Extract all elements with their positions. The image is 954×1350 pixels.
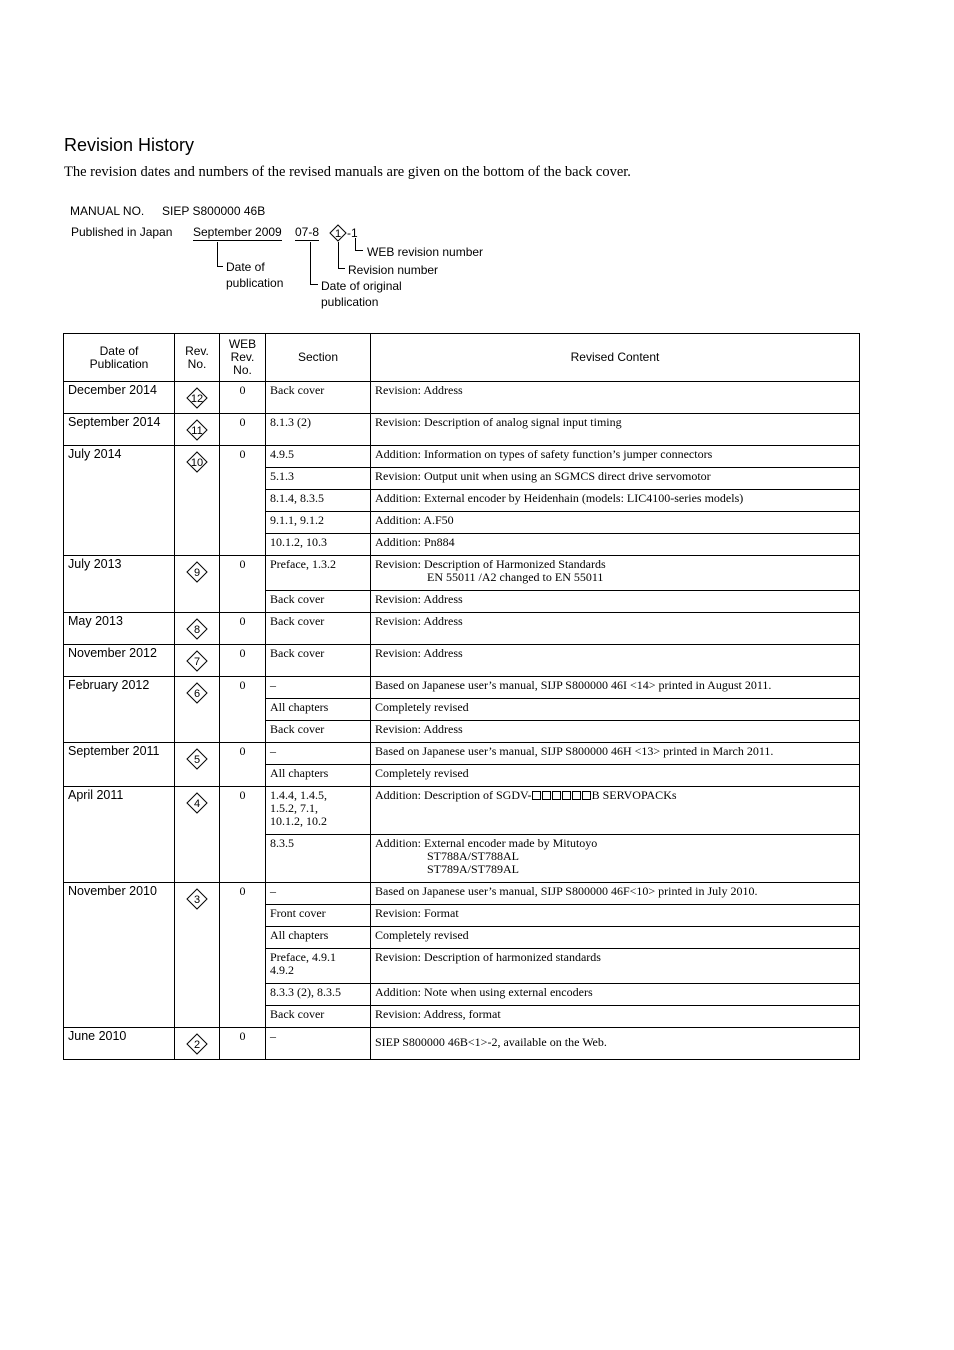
content-cell: Addition: Pn884 (371, 534, 860, 556)
section-cell: 5.1.3 (266, 468, 371, 490)
section-cell: 8.3.5 (266, 835, 371, 883)
section-cell: Preface, 1.3.2 (266, 556, 371, 591)
legend-rev-number: 1 (334, 228, 342, 240)
date-cell: June 2010 (64, 1028, 175, 1060)
table-row (64, 1028, 860, 1060)
rev-number-label: Revision number (348, 263, 439, 277)
table-row (64, 556, 860, 591)
manual-no-value: SIEP S800000 46B (162, 204, 266, 218)
section-cell: Back cover (266, 721, 371, 743)
date-cell: September 2014 (64, 414, 175, 446)
table-row (64, 446, 860, 468)
table-row (64, 613, 860, 645)
revision-table (63, 333, 860, 1060)
content-cell: Revision: Description of Harmonized Standards EN 55011 /A2 changed to EN 55011 (371, 556, 860, 591)
revision-diamond-icon (186, 888, 208, 910)
svg-text:7: 7 (193, 656, 201, 668)
svg-text:5: 5 (193, 754, 201, 766)
web-rev-cell: 0 (220, 382, 266, 414)
content-cell: Revision: Format (371, 905, 860, 927)
section-cell: Back cover (266, 591, 371, 613)
pub-date: September 2009 (193, 225, 282, 239)
section-cell: 9.1.1, 9.1.2 (266, 512, 371, 534)
content-cell: Based on Japanese user’s manual, SIJP S800000 46H <13> printed in March 2011. (371, 743, 860, 765)
table-row (64, 677, 860, 699)
revision-diamond-icon (186, 387, 208, 409)
content-cell: Revision: Description of analog signal input timing (371, 414, 860, 446)
section-cell: All chapters (266, 765, 371, 787)
section-cell: 1.4.4, 1.4.5, 1.5.2, 7.1, 10.1.2, 10.2 (266, 787, 371, 835)
svg-text:8: 8 (193, 624, 201, 636)
content-cell: Addition: Note when using external encoders (371, 984, 860, 1006)
connector-line (310, 242, 311, 284)
col-header-rev: Rev. No. (175, 334, 220, 382)
rev-cell (175, 677, 220, 743)
manual-no-label: MANUAL NO. (70, 204, 145, 218)
date-pub-label: Date of publication (226, 260, 284, 290)
web-rev-label: WEB revision number (367, 245, 484, 259)
revision-diamond-icon (186, 650, 208, 672)
rev-cell (175, 556, 220, 613)
table-row (64, 743, 860, 765)
revision-diamond-icon (186, 682, 208, 704)
section-cell: – (266, 883, 371, 905)
table-row (64, 382, 860, 414)
content-cell: Addition: Description of SGDV- B SERVOPACKs (371, 787, 860, 835)
revision-diamond-icon (186, 561, 208, 583)
connector-line (338, 268, 345, 269)
rev-cell (175, 382, 220, 414)
content-cell: Revision: Description of harmonized standards (371, 949, 860, 984)
connector-line (217, 266, 223, 267)
section-cell: – (266, 743, 371, 765)
section-cell: 8.3.3 (2), 8.3.5 (266, 984, 371, 1006)
web-rev-cell: 0 (220, 787, 266, 883)
section-cell: Front cover (266, 905, 371, 927)
date-cell: November 2012 (64, 645, 175, 677)
rev-cell (175, 613, 220, 645)
section-cell: – (266, 1028, 371, 1060)
content-cell: Completely revised (371, 927, 860, 949)
table-header-row (64, 334, 860, 382)
rev-cell (175, 1028, 220, 1060)
web-rev-cell: 0 (220, 446, 266, 556)
svg-text:4: 4 (193, 798, 201, 810)
orig-date: 07-8 (295, 225, 320, 239)
published-label: Published in Japan (71, 225, 173, 239)
connector-line (310, 284, 318, 285)
section-cell: – (266, 677, 371, 699)
web-rev-cell: 0 (220, 645, 266, 677)
content-cell: Revision: Output unit when using an SGMCS direct drive servomotor (371, 468, 860, 490)
web-rev-cell: 0 (220, 677, 266, 743)
content-cell: Revision: Address, format (371, 1006, 860, 1028)
date-cell: September 2011 (64, 743, 175, 787)
svg-text:12: 12 (190, 393, 204, 405)
content-cell: Addition: Information on types of safety function’s jumper connectors (371, 446, 860, 468)
content-cell: Completely revised (371, 699, 860, 721)
svg-text:10: 10 (190, 457, 204, 469)
col-header-date: Date of Publication (64, 334, 175, 382)
revision-diamond-icon (186, 792, 208, 814)
intro-text: The revision dates and numbers of the revised manuals are given on the bottom of the back cover. (64, 164, 631, 180)
content-cell: Revision: Address (371, 613, 860, 645)
rev-cell (175, 787, 220, 883)
rev-cell (175, 446, 220, 556)
web-rev-cell: 0 (220, 613, 266, 645)
revision-diamond-icon (186, 618, 208, 640)
content-cell: Addition: External encoder made by Mitutoyo ST788A/ST788AL ST789A/ST789AL (371, 835, 860, 883)
date-cell: November 2010 (64, 883, 175, 1028)
content-cell: Based on Japanese user’s manual, SIJP S800000 46F<10> printed in July 2010. (371, 883, 860, 905)
date-cell: February 2012 (64, 677, 175, 743)
web-suffix: -1 (347, 226, 358, 240)
col-header-content: Revised Content (371, 334, 860, 382)
rev-cell (175, 883, 220, 1028)
content-cell: Revision: Address (371, 591, 860, 613)
revision-diamond-icon (186, 748, 208, 770)
date-orig-label: Date of original publication (321, 279, 402, 309)
table-row (64, 414, 860, 446)
date-cell: May 2013 (64, 613, 175, 645)
svg-text:3: 3 (193, 894, 201, 906)
web-rev-cell: 0 (220, 414, 266, 446)
section-cell: Back cover (266, 382, 371, 414)
section-cell: 8.1.3 (2) (266, 414, 371, 446)
table-row (64, 645, 860, 677)
content-cell: Addition: A.F50 (371, 512, 860, 534)
svg-text:11: 11 (191, 425, 203, 437)
section-cell: Back cover (266, 613, 371, 645)
table-row (64, 883, 860, 905)
section-cell: 4.9.5 (266, 446, 371, 468)
revision-diamond-icon (186, 1033, 208, 1055)
content-cell: Addition: External encoder by Heidenhain (models: LIC4100-series models) (371, 490, 860, 512)
table-row (64, 787, 860, 835)
model-placeholder-boxes (532, 788, 592, 802)
content-cell: Revision: Address (371, 382, 860, 414)
rev-cell (175, 645, 220, 677)
content-cell: Revision: Address (371, 645, 860, 677)
date-cell: July 2013 (64, 556, 175, 613)
revision-diamond-icon (328, 224, 348, 242)
content-cell: Completely revised (371, 765, 860, 787)
content-cell: Revision: Address (371, 721, 860, 743)
section-cell: Back cover (266, 1006, 371, 1028)
content-cell: Based on Japanese user’s manual, SIJP S800000 46I <14> printed in August 2011. (371, 677, 860, 699)
web-rev-cell: 0 (220, 1028, 266, 1060)
revision-diamond-icon (186, 419, 208, 441)
section-cell: 8.1.4, 8.3.5 (266, 490, 371, 512)
web-rev-cell: 0 (220, 556, 266, 613)
section-cell: 10.1.2, 10.3 (266, 534, 371, 556)
rev-cell (175, 743, 220, 787)
page-title: Revision History (64, 135, 195, 155)
connector-line (355, 250, 363, 251)
content-cell: SIEP S800000 46B<1>-2, available on the Web. (371, 1028, 860, 1060)
connector-line (355, 238, 356, 250)
section-cell: All chapters (266, 927, 371, 949)
connector-line (217, 242, 218, 266)
web-rev-cell: 0 (220, 743, 266, 787)
connector-line (338, 242, 339, 268)
svg-text:9: 9 (193, 567, 201, 579)
section-cell: Back cover (266, 645, 371, 677)
web-rev-cell: 0 (220, 883, 266, 1028)
rev-cell (175, 414, 220, 446)
date-cell: December 2014 (64, 382, 175, 414)
revision-diamond-icon (186, 451, 208, 473)
date-cell: April 2011 (64, 787, 175, 883)
col-header-section: Section (266, 334, 371, 382)
section-cell: All chapters (266, 699, 371, 721)
section-cell: Preface, 4.9.1 4.9.2 (266, 949, 371, 984)
svg-text:6: 6 (193, 688, 201, 700)
col-header-web: WEB Rev. No. (220, 334, 266, 382)
svg-text:2: 2 (193, 1039, 201, 1051)
date-cell: July 2014 (64, 446, 175, 556)
